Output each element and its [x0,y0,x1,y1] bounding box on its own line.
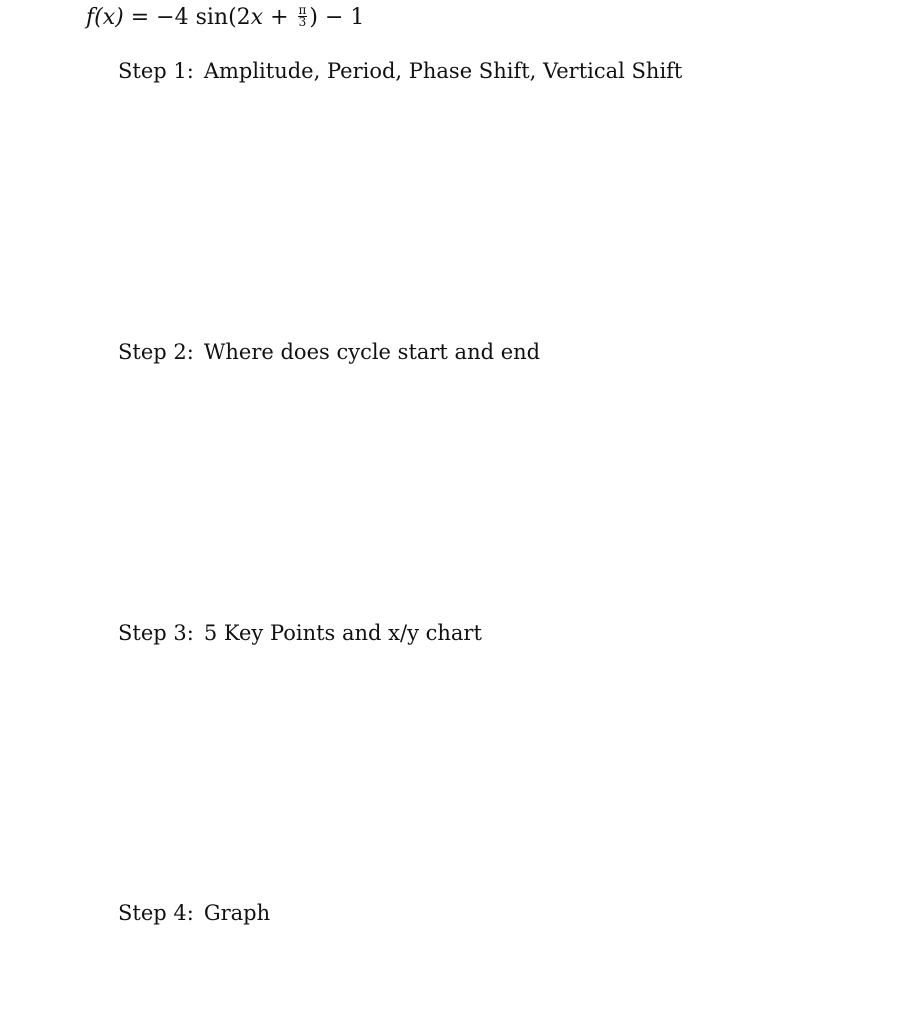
step-4-label: Step 4: [118,901,194,925]
step-4-heading [118,900,270,926]
formula-fraction [298,2,308,29]
formula-lhs: f(x) [86,5,124,30]
formula-rhs-post: ) − 1 [309,5,365,30]
step-3-heading [118,620,482,646]
step-3-text: 5 Key Points and x/y chart [203,621,482,645]
fraction-denominator: 3 [298,14,307,29]
formula-rhs-pre: −4 sin(2 [156,5,251,30]
formula-plus: + [263,5,296,30]
step-4-text: Graph [203,901,271,925]
formula-equals: = [130,5,150,30]
step-2-label: Step 2: [118,340,194,364]
formula-var: x [250,5,264,30]
step-1-label: Step 1: [118,59,194,83]
step-1-heading [118,58,682,84]
function-formula [86,4,364,32]
step-3-label: Step 3: [118,621,194,645]
step-1-text: Amplitude, Period, Phase Shift, Vertical Shift [203,59,683,83]
fraction-numerator: π [298,2,307,17]
step-2-text: Where does cycle start and end [203,340,541,364]
step-2-heading [118,339,540,365]
